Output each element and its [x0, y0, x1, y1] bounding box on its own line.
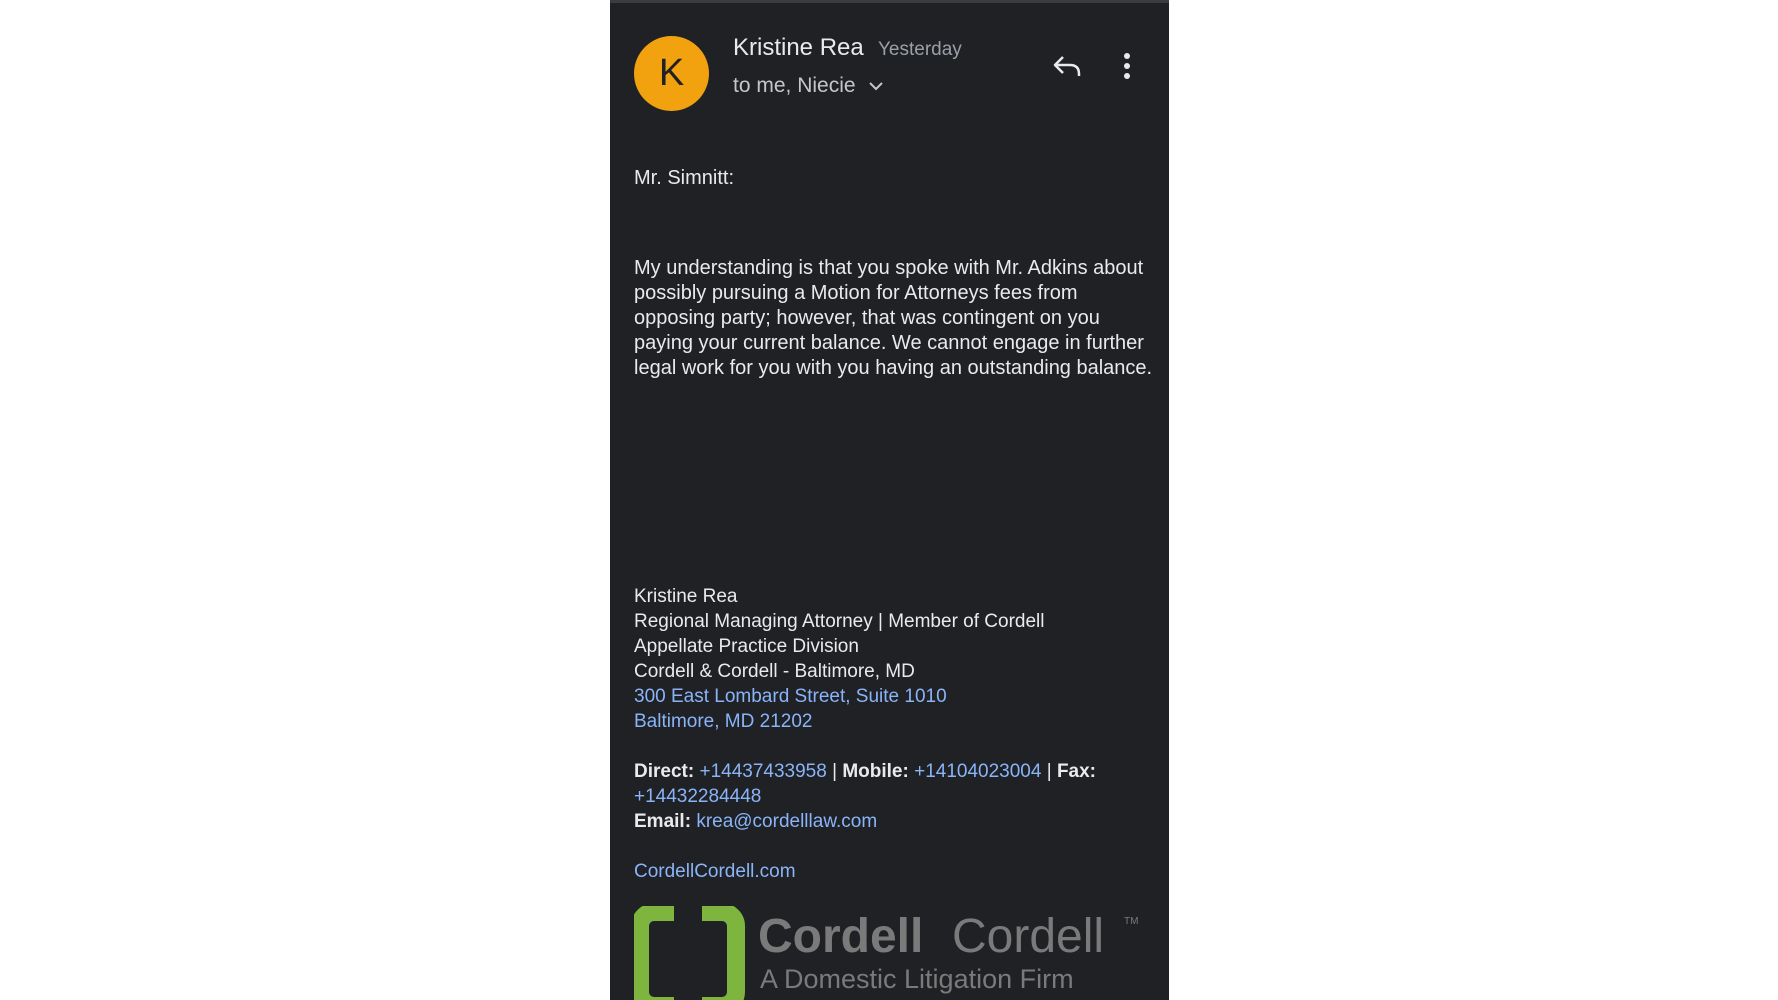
logo-word1: Cordell — [758, 910, 924, 963]
more-vert-icon — [1123, 52, 1131, 80]
reply-icon — [1052, 54, 1082, 78]
email-view — [610, 0, 1169, 1000]
more-options-button[interactable] — [1116, 49, 1138, 83]
recipients-label: to me, Niecie — [733, 74, 856, 97]
website-link[interactable]: CordellCordell.com — [634, 861, 796, 882]
signature-firm: Cordell & Cordell - Baltimore, MD — [634, 661, 915, 682]
email-header — [610, 3, 1169, 123]
mobile-label: Mobile: — [842, 761, 909, 782]
direct-label: Direct: — [634, 761, 695, 782]
signature — [634, 584, 1154, 884]
address-link-line2[interactable]: Baltimore, MD 21202 — [634, 711, 813, 732]
email-greeting: Mr. Simnitt: — [634, 167, 735, 189]
chevron-down-icon — [868, 78, 884, 94]
reply-button[interactable] — [1050, 49, 1084, 83]
logo-word2: Cordell — [952, 910, 1105, 963]
fax-label: Fax: — [1056, 761, 1097, 782]
signature-title-line2: Appellate Practice Division — [634, 636, 859, 657]
avatar-letter: K — [658, 52, 685, 94]
email-label: Email: — [634, 811, 692, 832]
signature-title-line1: Regional Managing Attorney | Member of Cordell — [634, 611, 1045, 632]
mobile-phone-link[interactable]: +14104023004 — [914, 761, 1042, 782]
email-time: Yesterday — [878, 39, 962, 60]
cordell-logo-graphic — [634, 906, 1144, 1000]
cordell-logo — [634, 906, 1144, 1000]
fax-phone-link[interactable]: +14432284448 — [634, 786, 762, 807]
sender-name[interactable]: Kristine Rea — [733, 34, 864, 61]
separator: | — [832, 761, 838, 782]
logo-tagline: A Domestic Litigation Firm — [760, 964, 1074, 994]
recipients-toggle[interactable] — [733, 74, 884, 98]
contact-phones — [634, 759, 1154, 784]
email-body: My understanding is that you spoke with Mr. Adkins about possibly pursuing a Motion for Attorneys fees from opposing party; however, that was contingent on you paying your current balance. We cannot engage in further legal work for you with you having an outstanding balance. — [634, 257, 1153, 379]
direct-phone-link[interactable]: +14437433958 — [699, 761, 827, 782]
logo-tm: TM — [1124, 916, 1139, 927]
signature-name: Kristine Rea — [634, 586, 738, 607]
separator: | — [1046, 761, 1052, 782]
address-link-line1[interactable]: 300 East Lombard Street, Suite 1010 — [634, 686, 947, 707]
avatar[interactable] — [634, 36, 709, 111]
email-link[interactable]: krea@cordelllaw.com — [696, 811, 878, 832]
